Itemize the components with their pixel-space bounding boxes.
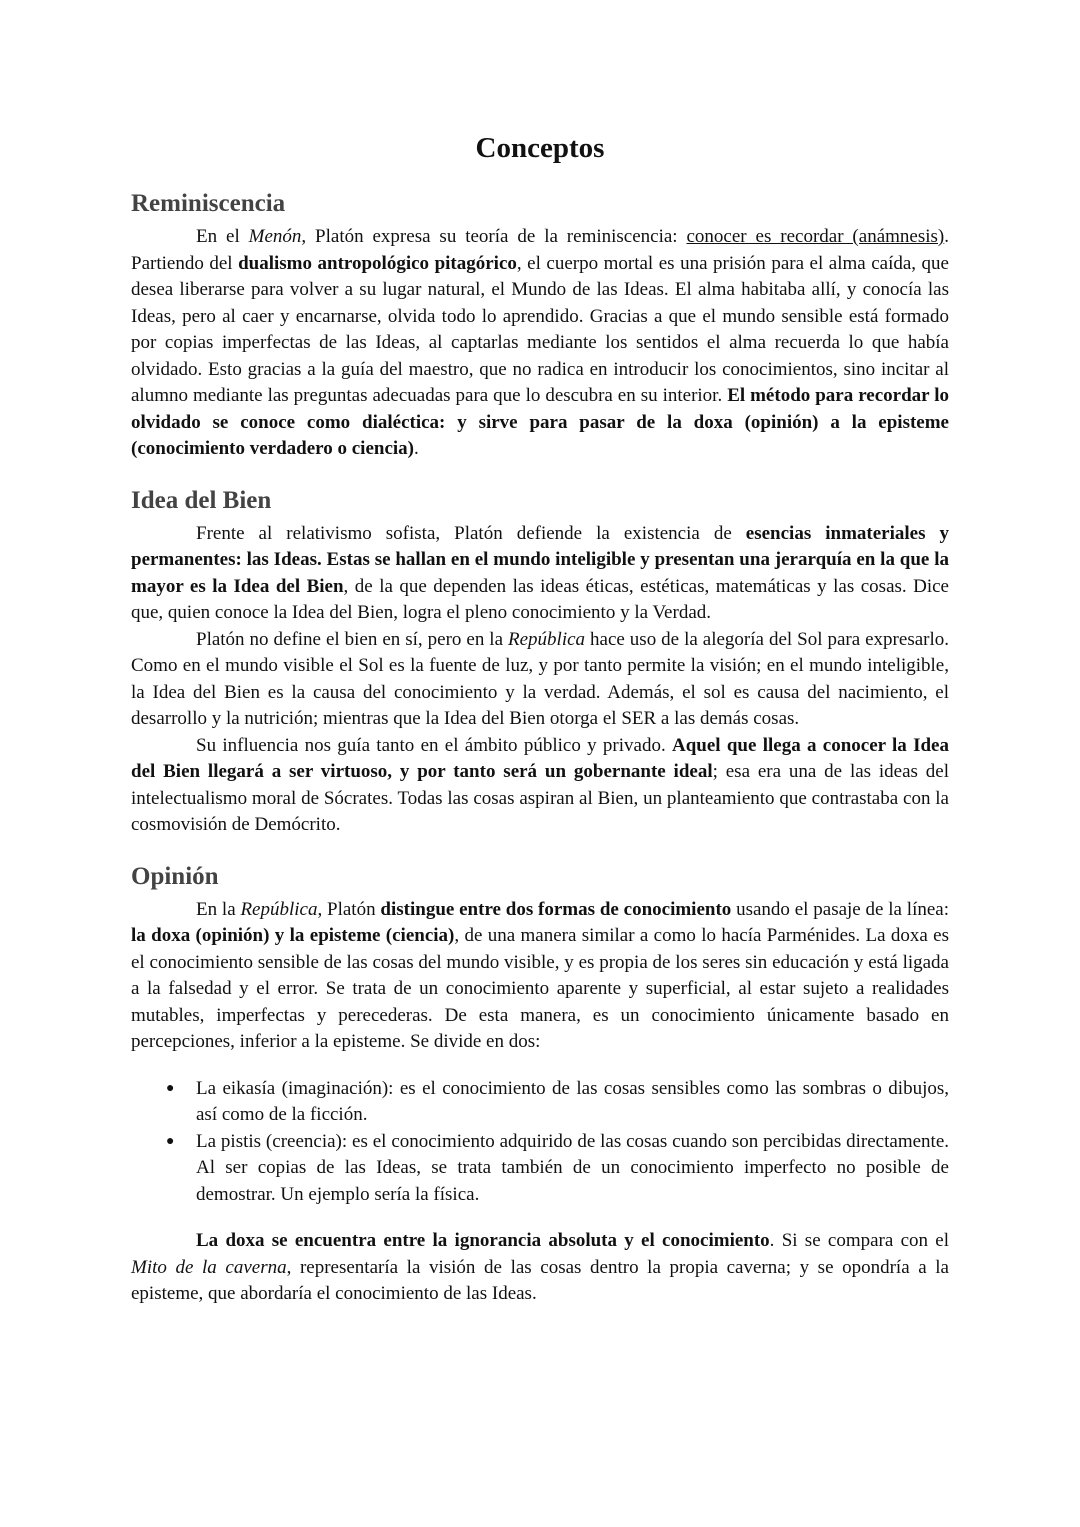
- paragraph: La doxa se encuentra entre la ignorancia absoluta y el conocimiento. Si se compara con el Mito de la caverna, representaría la visión de las cosas dentro la propia caverna; y se opondría a la episteme, que abordaría el conocimiento de las Ideas.: [131, 1230, 949, 1304]
- document-page: [131, 128, 949, 1330]
- section-heading: Reminiscencia: [131, 190, 286, 217]
- paragraph: Su influencia nos guía tanto en el ámbito público y privado. Aquel que llega a conocer la Idea del Bien llegará a ser virtuoso, y por tanto será un gobernante ideal; esa era una de las ideas del intelectualismo moral de Sócrates. Todas las cosas aspiran al Bien, un planteamiento que contrastaba con la cosmovisión de Demócrito.: [131, 734, 949, 835]
- paragraph: En el Menón, Platón expresa su teoría de la reminiscencia: conocer es recordar (anámnesis). Partiendo del dualismo antropológico pitagórico, el cuerpo mortal es una prisión para el alma caída, que desea liberarse para volver a su lugar natural, el Mundo de las Ideas. El alma habitaba allí, y conocía las Ideas, pero al caer y encarnarse, olvida todo lo aprendido. Gracias a que el mundo sensible está formado por copias imperfectas de las Ideas, al captarlas mediante los sentidos el alma recuerda lo que había olvidado. Esto gracias a la guía del maestro, que no radica en introducir los conocimientos, sino incitar al alumno mediante las preguntas adecuadas para que lo descubra en su interior. El método para recordar lo olvidado se conoce como dialéctica: y sirve para pasar de la doxa (opinión) a la episteme (conocimiento verdadero o ciencia).: [131, 226, 949, 459]
- list-item: ● La eikasía (imaginación): es el conocimiento de las cosas sensibles como las sombras o dibujos, así como de la ficción.: [196, 1076, 949, 1129]
- section-reminiscencia: [131, 188, 949, 463]
- bullet-list: [131, 1076, 949, 1209]
- list-item: ● La pistis (creencia): es el conocimiento adquirido de las cosas cuando son percibidas directamente. Al ser copias de las Ideas, se trata también de un conocimiento imperfecto no posible de demostrar. Un ejemplo sería la física.: [196, 1129, 949, 1209]
- section-heading: Idea del Bien: [131, 486, 272, 514]
- page-title: Conceptos: [475, 132, 605, 164]
- paragraph: Platón no define el bien en sí, pero en la República hace uso de la alegoría del Sol para expresarlo. Como en el mundo visible el Sol es la fuente de luz, y por tanto permite la visión; en el mundo inteligible, la Idea del Bien es la causa del conocimiento y la verdad. Además, el sol es causa del nacimiento, el desarrollo y la nutrición; mientras que la Idea del Bien otorga el SER a las demás cosas.: [131, 628, 950, 729]
- paragraph: Frente al relativismo sofista, Platón defiende la existencia de esencias inmateriales y permanentes: las Ideas. Estas se hallan en el mundo inteligible y presentan una jerarquía en la que la mayor es la Idea del Bien, de la que dependen las ideas éticas, estéticas, matemáticas y las cosas. Dice que, quien conoce la Idea del Bien, logra el pleno conocimiento y la Verdad.: [131, 522, 949, 623]
- section-heading: Opinión: [131, 862, 219, 890]
- paragraph: En la República, Platón distingue entre dos formas de conocimiento usando el pasaje de la línea: la doxa (opinión) y la episteme (ciencia), de una manera similar a como lo hacía Parménides. La doxa es el conocimiento sensible de las cosas del mundo visible, y es propia de los seres sin educación y está ligada a la falsedad y el error. Se trata de un conocimiento aparente y superficial, al estar sujeto a realidades mutables, imperfectas y perecederas. De esta manera, es un conocimiento únicamente basado en percepciones, inferior a la episteme. Se divide en dos:: [131, 898, 949, 1052]
- section-opinion: [131, 861, 949, 1308]
- section-idea-del-bien: [131, 485, 949, 839]
